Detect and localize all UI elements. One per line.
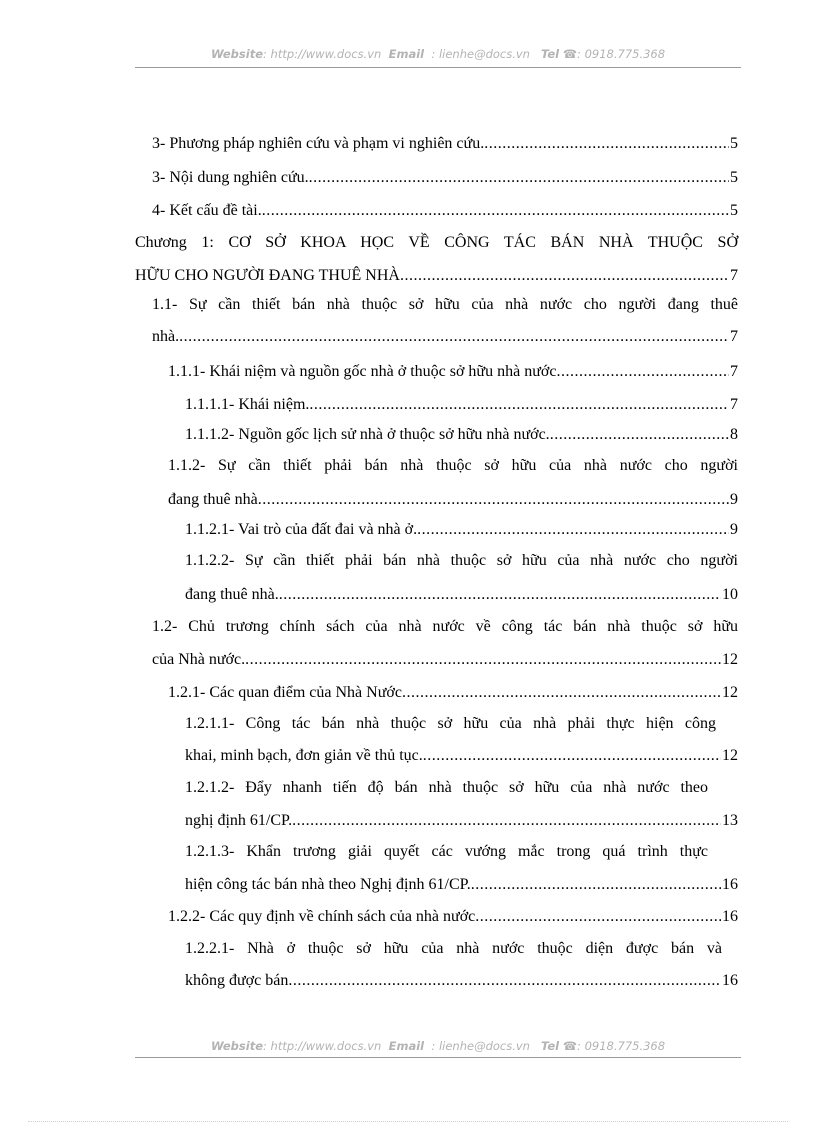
toc-entry-text: đang thuê nhà bbox=[168, 491, 258, 508]
toc-entry-text: 3- Phương pháp nghiên cứu và phạm vi nghiên cứu. bbox=[152, 135, 485, 152]
toc-entry-text: 3- Nội dung nghiên cứu. bbox=[152, 169, 309, 186]
toc-page-number: 8 bbox=[730, 426, 738, 443]
toc-entry[interactable] bbox=[168, 683, 738, 703]
toc-leader-dots bbox=[279, 585, 721, 605]
toc-entry[interactable] bbox=[152, 327, 738, 347]
toc-page-number: 7 bbox=[730, 396, 738, 413]
telephone-icon: ☎ bbox=[562, 1039, 578, 1053]
toc-leader-dots bbox=[400, 266, 729, 286]
toc-entry-text: 1.1.2- Sự cần thiết phải bán nhà thuộc sở hữu của nhà nước cho người bbox=[168, 457, 738, 474]
tel-label: Tel bbox=[540, 47, 560, 61]
toc-entry-text: 1.2.2- Các quy định về chính sách của nhà nước bbox=[168, 908, 476, 925]
toc-leader-dots bbox=[292, 811, 721, 831]
toc-page-number: 9 bbox=[730, 521, 738, 538]
toc-entry-text: 1.2.1.2- Đẩy nhanh tiến độ bán nhà thuộc sở hữu của nhà nước theo bbox=[185, 779, 708, 796]
toc-entry[interactable] bbox=[185, 425, 738, 445]
tel-value: : 0918.775.368 bbox=[577, 1039, 666, 1053]
toc-entry[interactable] bbox=[168, 490, 738, 510]
page-bottom-divider bbox=[28, 1121, 788, 1122]
toc-entry[interactable] bbox=[152, 134, 738, 154]
toc-entry[interactable] bbox=[185, 778, 708, 798]
toc-entry-text: 1.1.2.1- Vai trò của đất đai và nhà ở. bbox=[185, 521, 418, 538]
telephone-icon: ☎ bbox=[562, 47, 578, 61]
toc-page-number: 7 bbox=[730, 267, 738, 284]
tel-label: Tel bbox=[540, 1039, 560, 1053]
toc-entry[interactable] bbox=[185, 520, 738, 540]
toc-page-number: 9 bbox=[730, 491, 738, 508]
toc-entry-text: 4- Kết cấu đề tài. bbox=[152, 202, 262, 219]
toc-entry-text: 1.2.1.1- Công tác bán nhà thuộc sở hữu của nhà phải thực hiện công bbox=[185, 715, 716, 732]
website-label: Website bbox=[210, 1039, 264, 1053]
toc-entry-text: 1.1.1.1- Khái niệm. bbox=[185, 396, 310, 413]
website-value[interactable]: : http://www.docs.vn bbox=[263, 1039, 382, 1053]
toc-leader-dots bbox=[423, 746, 721, 766]
toc-page-number: 5 bbox=[730, 169, 738, 186]
toc-entry-text: của Nhà nước. bbox=[152, 651, 246, 668]
toc-page-number: 5 bbox=[730, 202, 738, 219]
toc-leader-dots bbox=[309, 395, 729, 415]
toc-entry[interactable] bbox=[168, 362, 738, 382]
toc-page-number: 12 bbox=[722, 747, 738, 764]
toc-entry[interactable] bbox=[152, 650, 738, 670]
toc-entry[interactable] bbox=[152, 201, 738, 221]
toc-entry[interactable] bbox=[152, 617, 738, 637]
toc-page-number: 16 bbox=[722, 972, 738, 989]
toc-leader-dots bbox=[288, 971, 721, 991]
toc-entry[interactable] bbox=[185, 714, 716, 734]
toc-page-number: 13 bbox=[722, 812, 738, 829]
toc-page-number: 12 bbox=[722, 651, 738, 668]
toc-entry[interactable] bbox=[135, 233, 738, 253]
toc-leader-dots bbox=[475, 907, 721, 927]
website-value[interactable]: : http://www.docs.vn bbox=[263, 47, 382, 61]
toc-leader-dots bbox=[179, 327, 729, 347]
toc-entry-text: nhà. bbox=[152, 328, 180, 345]
toc-leader-dots bbox=[556, 362, 729, 382]
toc-entry-text: đang thuê nhà. bbox=[185, 586, 279, 603]
toc-entry[interactable] bbox=[168, 456, 738, 476]
toc-leader-dots bbox=[550, 425, 729, 445]
toc-leader-dots bbox=[402, 683, 721, 703]
toc-entry[interactable] bbox=[185, 811, 738, 831]
toc-leader-dots bbox=[417, 520, 729, 540]
toc-page-number: 5 bbox=[730, 135, 738, 152]
toc-entry-text: 1.1.2.2- Sự cần thiết phải bán nhà thuộc sở hữu của nhà nước cho người bbox=[185, 552, 738, 569]
toc-entry[interactable] bbox=[135, 266, 738, 286]
toc-entry[interactable] bbox=[185, 971, 738, 991]
toc-entry-text: nghị định 61/CP. bbox=[185, 812, 293, 829]
toc-entry[interactable] bbox=[168, 907, 738, 927]
toc-leader-dots bbox=[245, 650, 721, 670]
toc-entry[interactable] bbox=[185, 551, 738, 571]
toc-page-number: 16 bbox=[722, 908, 738, 925]
tel-value: : 0918.775.368 bbox=[577, 47, 666, 61]
toc-leader-dots bbox=[262, 201, 729, 221]
toc-entry[interactable] bbox=[152, 295, 738, 315]
page-header bbox=[135, 47, 741, 68]
toc-entry-text: 1.1.1- Khái niệm và nguồn gốc nhà ở thuộc sở hữu nhà nước bbox=[168, 363, 557, 380]
toc-entry-text: hiện công tác bán nhà theo Nghị định 61/CP. bbox=[185, 876, 471, 893]
toc-entry-text: khai, minh bạch, đơn giản về thủ tục. bbox=[185, 747, 423, 764]
toc-leader-dots bbox=[484, 134, 729, 154]
toc-page-number: 12 bbox=[722, 684, 738, 701]
toc-entry[interactable] bbox=[152, 168, 738, 188]
page-footer bbox=[135, 1039, 741, 1058]
toc-page-number: 7 bbox=[730, 363, 738, 380]
toc-entry-text: HỮU CHO NGƯỜI ĐANG THUÊ NHÀ bbox=[135, 267, 400, 284]
toc-leader-dots bbox=[258, 490, 729, 510]
email-value[interactable]: : lienhe@docs.vn bbox=[431, 1039, 530, 1053]
email-label: Email bbox=[388, 47, 425, 61]
toc-entry-text: 1.1- Sự cần thiết bán nhà thuộc sở hữu của nhà nước cho người đang thuê bbox=[152, 296, 738, 313]
toc-leader-dots bbox=[471, 875, 721, 895]
toc-entry-text: 1.2.1- Các quan điểm của Nhà Nước bbox=[168, 684, 402, 701]
toc-entry[interactable] bbox=[185, 842, 708, 862]
toc-page-number: 10 bbox=[722, 586, 738, 603]
toc-entry-text: 1.2- Chủ trương chính sách của nhà nước về công tác bán nhà thuộc sở hữu bbox=[152, 618, 738, 635]
toc-page-number: 7 bbox=[730, 328, 738, 345]
toc-entry[interactable] bbox=[185, 585, 738, 605]
toc-entry-text: 1.2.1.3- Khẩn trương giải quyết các vướng mắc trong quá trình thực bbox=[185, 843, 708, 860]
email-label: Email bbox=[388, 1039, 425, 1053]
toc-leader-dots bbox=[309, 168, 729, 188]
website-label: Website bbox=[210, 47, 264, 61]
toc-entry-text: không được bán bbox=[185, 972, 289, 989]
toc-entry-text: Chương 1: CƠ SỞ KHOA HỌC VỀ CÔNG TÁC BÁN NHÀ THUỘC SỞ bbox=[135, 234, 738, 251]
toc-entry[interactable] bbox=[185, 395, 738, 415]
toc-entry[interactable] bbox=[185, 746, 738, 766]
toc-entry-text: 1.2.2.1- Nhà ở thuộc sở hữu của nhà nước thuộc diện được bán và bbox=[185, 940, 722, 957]
toc-entry[interactable] bbox=[185, 939, 722, 959]
toc-page-number: 16 bbox=[722, 876, 738, 893]
toc-entry-text: 1.1.1.2- Nguồn gốc lịch sử nhà ở thuộc sở hữu nhà nước. bbox=[185, 426, 550, 443]
email-value[interactable]: : lienhe@docs.vn bbox=[431, 47, 530, 61]
toc-entry[interactable] bbox=[185, 875, 738, 895]
